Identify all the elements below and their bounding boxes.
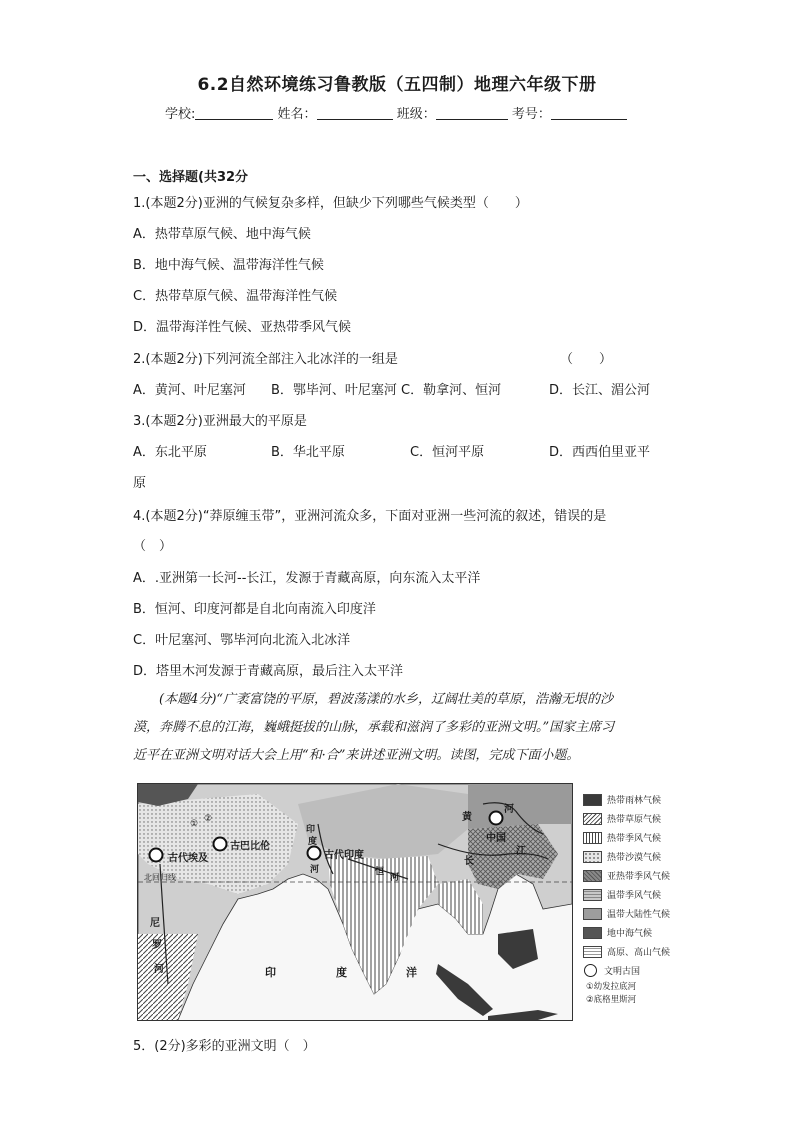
school-blank xyxy=(195,106,273,120)
name-blank xyxy=(317,106,393,120)
label-nile-3: 河 xyxy=(154,964,164,975)
q3-option-c: C．恒河平原 xyxy=(410,445,485,460)
q2-option-d: D．长江、湄公河 xyxy=(549,383,651,398)
section-heading: 一、选择题(共32分 xyxy=(133,170,249,185)
civ-circle-icon xyxy=(584,964,597,977)
legend-swatch xyxy=(583,927,602,939)
legend-swatch xyxy=(583,946,602,958)
asia-climate-map xyxy=(137,783,573,1021)
label-indus-2: 度 xyxy=(308,837,318,847)
label-yellow-1: 黄 xyxy=(462,812,472,823)
legend-label: 亚热带季风气候 xyxy=(607,872,671,882)
q4-option-c: C．叶尼塞河、鄂毕河向北流入北冰洋 xyxy=(133,633,351,648)
legend-swatch xyxy=(583,908,602,920)
legend-item xyxy=(583,828,670,847)
legend-item xyxy=(583,923,670,942)
legend-label: 文明古国 xyxy=(604,967,641,977)
label-num1: ① xyxy=(190,819,199,829)
q1-option-a: A．热带草原气候、地中海气候 xyxy=(133,227,311,242)
exam-no-label: 考号： xyxy=(511,107,551,122)
q1-option-c: C．热带草原气候、温带海洋性气候 xyxy=(133,289,338,304)
q2-option-a: A．黄河、叶尼塞河 xyxy=(133,383,246,398)
label-egypt: 古代埃及 xyxy=(168,853,208,864)
q2-answer-paren: （ ） xyxy=(560,352,613,367)
babylon-civ-marker xyxy=(214,838,227,851)
legend-label: 热带草原气候 xyxy=(607,815,662,825)
legend-swatch xyxy=(583,851,602,863)
legend-item xyxy=(583,904,670,923)
label-nile-1: 尼 xyxy=(150,918,160,929)
q3-option-b: B．华北平原 xyxy=(271,445,345,460)
legend-item xyxy=(583,885,670,904)
legend-item xyxy=(583,847,670,866)
q4-option-b: B．恒河、印度河都是自北向南流入印度洋 xyxy=(133,602,376,617)
legend-swatch xyxy=(583,794,602,806)
school-label: 学校: xyxy=(165,107,196,122)
temperate-china xyxy=(468,784,572,829)
class-blank xyxy=(436,106,508,120)
q4-answer-paren: （ ） xyxy=(133,539,173,554)
q1-stem: 1.(本题2分)亚洲的气候复杂多样，但缺少下列哪些气候类型（ ） xyxy=(133,196,528,211)
label-indus-3: 河 xyxy=(310,865,320,875)
legend-label: 热带雨林气候 xyxy=(607,796,662,806)
q2-stem: 2.(本题2分)下列河流全部注入北冰洋的一组是 xyxy=(133,352,398,367)
q4-option-d: D．塔里木河发源于青藏高原，最后注入太平洋 xyxy=(133,664,404,679)
legend-item xyxy=(583,961,670,980)
legend-note: ②底格里斯河 xyxy=(586,995,637,1005)
label-yangtze-2: 江 xyxy=(516,846,526,857)
legend-swatch xyxy=(583,832,602,844)
label-ocean-2: 度 xyxy=(336,966,347,979)
legend-item xyxy=(583,809,670,828)
q4-option-a: A．.亚洲第一长河--长江，发源于青藏高原，向东流入太平洋 xyxy=(133,571,481,586)
q2-option-bc: B．鄂毕河、叶尼塞河 C．勒拿河、恒河 xyxy=(271,383,502,398)
reading-passage xyxy=(133,686,663,770)
page-title: 6.2自然环境练习鲁教版（五四制）地理六年级下册 xyxy=(197,75,597,95)
q5-stem: 5．(2分)多彩的亚洲文明（ ） xyxy=(133,1039,316,1054)
label-num2: ② xyxy=(204,814,213,824)
legend-label: 热带季风气候 xyxy=(607,834,662,844)
label-ocean-1: 印 xyxy=(265,966,276,979)
q3-stem: 3.(本题2分)亚洲最大的平原是 xyxy=(133,414,307,429)
egypt-civ-marker xyxy=(150,849,163,862)
label-ocean-3: 洋 xyxy=(406,966,417,979)
legend-swatch xyxy=(583,889,602,901)
india-civ-marker xyxy=(308,847,321,860)
label-nile-2: 罗 xyxy=(152,940,162,951)
legend-label: 温带大陆性气候 xyxy=(607,910,671,920)
label-ganges-2: 河 xyxy=(390,873,400,883)
legend-swatch xyxy=(583,813,602,825)
label-indus-1: 印 xyxy=(306,825,316,835)
legend-label: 高原、高山气候 xyxy=(607,948,671,958)
name-label: 姓名： xyxy=(277,107,317,122)
legend-label: 地中海气候 xyxy=(607,929,653,939)
map-legend xyxy=(583,790,670,1006)
label-yangtze-1: 长 xyxy=(464,856,474,867)
q1-option-d: D．温带海洋性气候、亚热带季风气候 xyxy=(133,320,352,335)
student-info-line xyxy=(165,103,627,122)
label-yellow-2: 河 xyxy=(504,804,514,815)
label-babylon: 古巴比伦 xyxy=(230,841,270,852)
passage-line: 近平在亚洲文明对话大会上用“和·合”来讲述亚洲文明。读图，完成下面小题。 xyxy=(133,748,580,763)
q3-option-d: D．西西伯里亚平 xyxy=(549,445,651,460)
q1-option-b: B．地中海气候、温带海洋性气候 xyxy=(133,258,324,273)
q3-option-a: A．东北平原 xyxy=(133,445,207,460)
label-tropic: 北回归线 xyxy=(144,873,176,882)
label-india: 古代印度 xyxy=(324,850,364,861)
q3-option-d-wrap: 原 xyxy=(133,476,147,491)
label-ganges-1: 恒 xyxy=(375,867,385,877)
legend-label: 热带沙漠气候 xyxy=(607,853,662,863)
class-label: 班级： xyxy=(396,107,436,122)
label-china: 中国 xyxy=(486,833,506,844)
legend-item xyxy=(583,866,670,885)
legend-swatch xyxy=(583,870,602,882)
china-civ-marker xyxy=(490,812,503,825)
exam-no-blank xyxy=(551,106,627,120)
passage-line: 漠，奔腾不息的江海，巍峨挺拔的山脉，承载和滋润了多彩的亚洲文明。”国家主席习 xyxy=(133,720,615,735)
legend-item xyxy=(583,942,670,961)
legend-note: ①幼发拉底河 xyxy=(586,982,637,992)
q4-stem: 4.(本题2分)“莽原缠玉带”，亚洲河流众多，下面对亚洲一些河流的叙述，错误的是 xyxy=(133,509,607,524)
passage-line: (本题4分)“广袤富饶的平原，碧波荡漾的水乡，辽阔壮美的草原，浩瀚无垠的沙 xyxy=(133,692,614,707)
legend-item xyxy=(583,790,670,809)
legend-label: 温带季风气候 xyxy=(607,891,662,901)
